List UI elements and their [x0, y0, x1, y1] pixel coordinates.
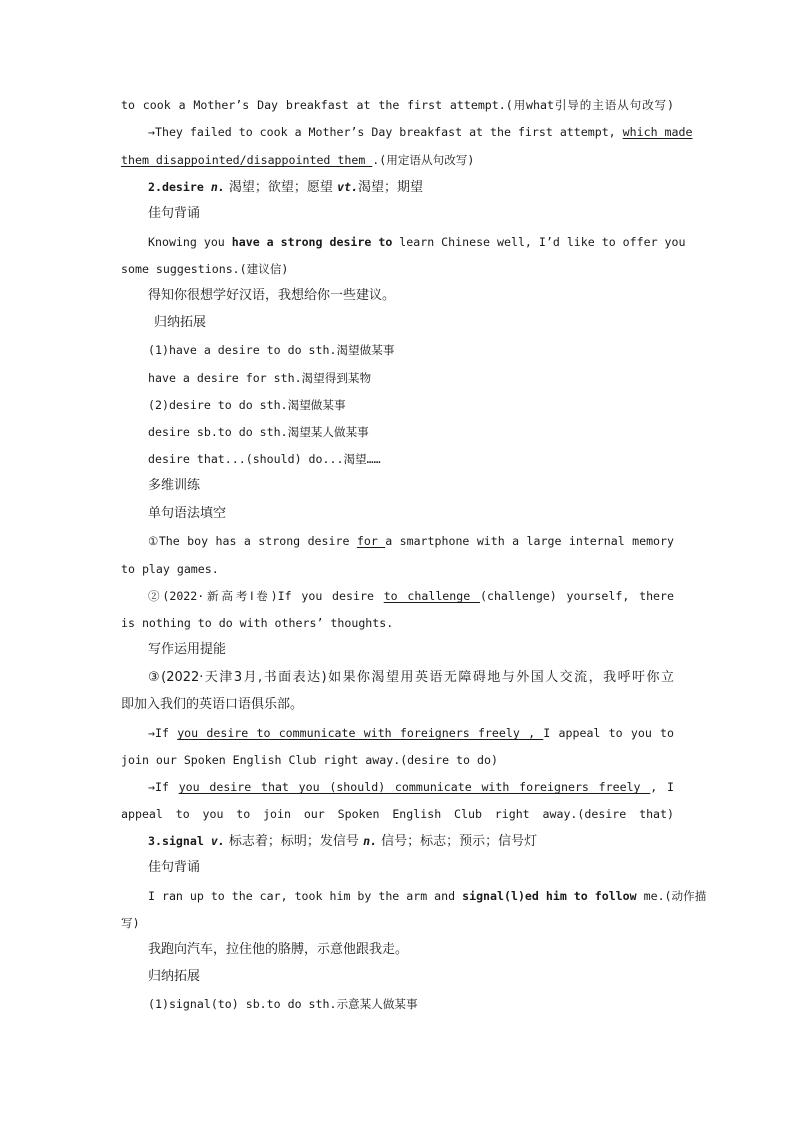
answer-blank: for [356, 534, 386, 548]
answer-line [148, 779, 674, 795]
usage-item [148, 370, 674, 386]
example-sentence [148, 234, 686, 250]
text-run: I ran up to the car, took him by the arm and [148, 889, 463, 903]
text-line [121, 697, 674, 713]
key-phrase: have a strong desire to [231, 235, 393, 249]
text-run: →If [148, 726, 178, 740]
answer-blank: them disappointed/disappointed them [121, 153, 373, 167]
subheading-text: 单句语法填空 [148, 506, 227, 521]
translation [148, 288, 674, 304]
text-line [148, 124, 693, 140]
text-run: me.(动作描 [636, 889, 707, 903]
word-headword: 2.desire [148, 180, 211, 194]
text-run: ①The boy has a strong desire [148, 534, 357, 548]
key-phrase: signal(l)ed him to follow [462, 889, 637, 903]
text-run: some suggestions.(建议信) [121, 262, 289, 276]
subheading [148, 969, 674, 985]
answer-blank: to challenge [383, 589, 480, 603]
text-run: appeal to you to join our Spoken English Club right away.(desire that) [121, 807, 674, 821]
text-run: to cook a Mother’s Day breakfast at the first attempt.(用what引导的主语从句改写) [121, 98, 674, 112]
text-line [121, 915, 674, 931]
usage-item [148, 451, 674, 467]
text-run: (challenge) yourself, there [479, 589, 674, 603]
part-of-speech: n. [210, 180, 225, 194]
answer-blank: which made [622, 125, 693, 139]
subheading [148, 642, 674, 658]
text-run: learn Chinese well, I’d like to offer you [392, 235, 686, 249]
text-run: I appeal to you to [543, 726, 674, 740]
section-heading-desire [148, 179, 674, 195]
text-run: →They failed to cook a Mother’s Day breakfast at the first attempt, [148, 125, 623, 139]
text-run: ②(2022·新高考Ⅰ卷)If you desire [148, 589, 384, 603]
text-run: a smartphone with a large internal memory [385, 534, 674, 548]
text-run: ③(2022·天津3月,书面表达)如果你渴望用英语无障碍地与外国人交流，我呼吁你立 [148, 670, 674, 685]
definition: 信号；标志；预示；信号灯 [377, 834, 538, 849]
text-line [121, 615, 674, 631]
usage-text: desire sb.to do sth.渴望某人做某事 [148, 425, 369, 439]
answer-blank: you desire to communicate with foreigners freely , [177, 726, 544, 740]
usage-item [148, 342, 674, 358]
text-line [121, 152, 674, 168]
usage-text: have a desire for sth.渴望得到某物 [148, 371, 372, 385]
usage-text: (1)have a desire to do sth.渴望做某事 [148, 343, 395, 357]
text-run: 写) [121, 916, 140, 930]
usage-item [148, 397, 674, 413]
translation-text: 得知你很想学好汉语，我想给你一些建议。 [148, 288, 396, 303]
usage-item [148, 996, 674, 1012]
text-run: .(用定语从句改写) [372, 153, 475, 167]
subheading-text: 佳句背诵 [148, 860, 201, 875]
section-heading-signal [148, 833, 674, 849]
definition: 渴望；期望 [358, 180, 424, 195]
subheading [148, 506, 674, 522]
exercise-item [148, 670, 674, 686]
text-line [121, 752, 674, 768]
translation-text: 我跑向汽车，拉住他的胳膊，示意他跟我走。 [148, 942, 409, 957]
subheading-text: 佳句背诵 [148, 206, 201, 221]
text-line [121, 806, 674, 822]
answer-blank: you desire that you (should) communicate with foreigners freely [178, 780, 651, 794]
text-run: , I [650, 780, 674, 794]
definition: 标志着；标明；发信号 [224, 834, 364, 849]
text-line [121, 561, 674, 577]
usage-text: (2)desire to do sth.渴望做某事 [148, 398, 346, 412]
text-run: join our Spoken English Club right away.(desire to do) [121, 753, 498, 767]
text-run: to play games. [121, 562, 219, 576]
text-run: →If [148, 780, 179, 794]
text-line [121, 261, 674, 277]
part-of-speech: vt. [337, 180, 359, 194]
example-sentence [148, 888, 707, 904]
subheading [148, 478, 674, 494]
subheading [148, 860, 674, 876]
usage-item [148, 424, 674, 440]
usage-text: desire that...(should) do...渴望…… [148, 452, 381, 466]
text-line [121, 97, 674, 113]
subheading-text: 多维训练 [148, 478, 201, 493]
part-of-speech: v. [210, 834, 225, 848]
exercise-item [148, 588, 674, 604]
subheading-text: 写作运用提能 [148, 642, 227, 657]
subheading-text: 归纳拓展 [154, 315, 207, 330]
text-run: 即加入我们的英语口语俱乐部。 [121, 697, 304, 712]
text-run: is nothing to do with others’ thoughts. [121, 616, 394, 630]
definition: 渴望；欲望；愿望 [224, 180, 338, 195]
subheading [154, 315, 680, 331]
text-run: Knowing you [148, 235, 232, 249]
exercise-item [148, 533, 674, 549]
translation [148, 942, 674, 958]
subheading [148, 206, 674, 222]
answer-line [148, 725, 674, 741]
part-of-speech: n. [363, 834, 378, 848]
subheading-text: 归纳拓展 [148, 969, 201, 984]
word-headword: 3.signal [148, 834, 211, 848]
usage-text: (1)signal(to) sb.to do sth.示意某人做某事 [148, 997, 418, 1011]
